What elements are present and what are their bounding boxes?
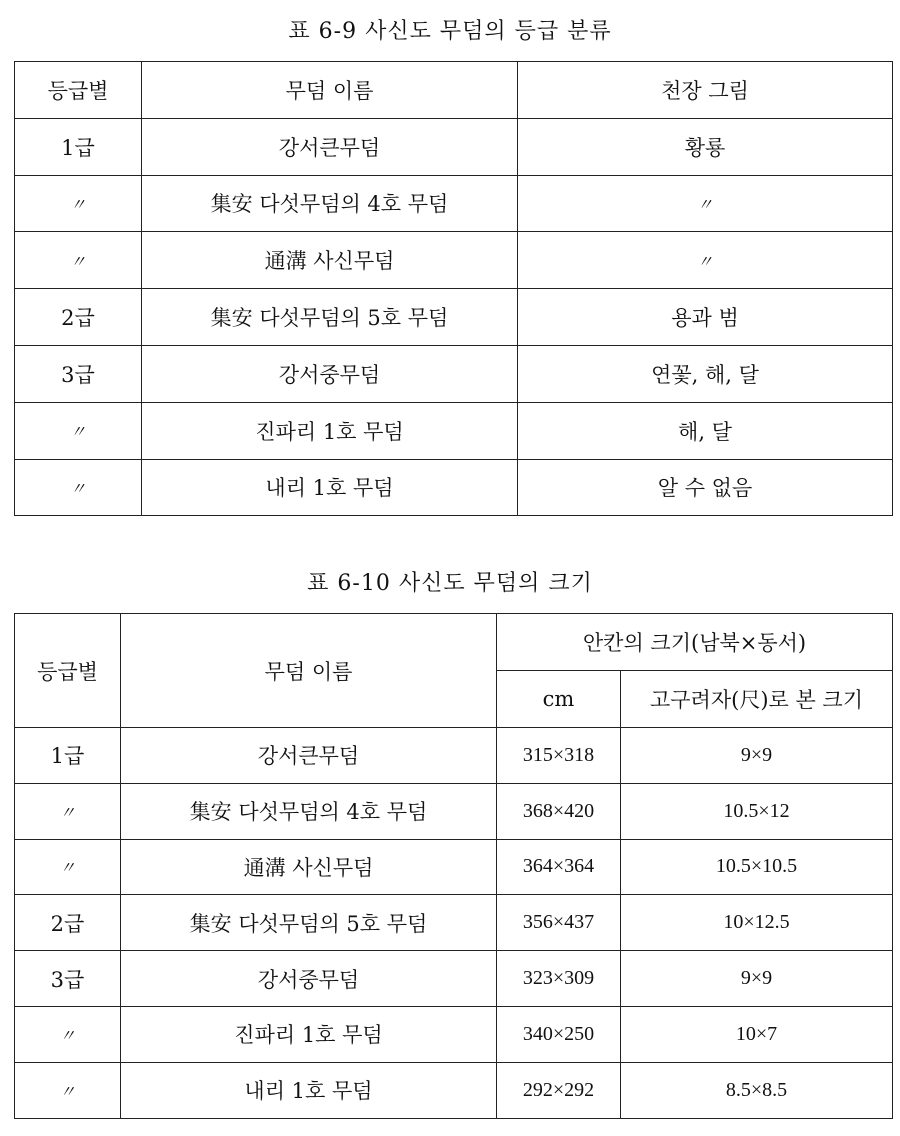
table-row bbox=[15, 289, 893, 346]
ceiling-painting-cell: 해, 달 bbox=[518, 402, 893, 459]
size-chi-cell: 9×9 bbox=[621, 728, 893, 784]
header-cm: cm bbox=[497, 671, 621, 728]
ceiling-painting-cell: 〃 bbox=[518, 232, 893, 289]
grade-cell: 1급 bbox=[15, 118, 142, 175]
tomb-name-cell: 강서큰무덤 bbox=[142, 118, 518, 175]
table-row bbox=[15, 783, 893, 839]
ceiling-painting-cell: 알 수 없음 bbox=[518, 459, 893, 516]
size-cm-cell: 356×437 bbox=[497, 895, 621, 951]
grade-cell: 〃 bbox=[15, 1062, 121, 1118]
tomb-size-table bbox=[14, 613, 893, 1119]
table-row bbox=[15, 951, 893, 1007]
grade-classification-table bbox=[14, 61, 893, 516]
table-row bbox=[15, 118, 893, 175]
grade-cell: 3급 bbox=[15, 951, 121, 1007]
ceiling-painting-cell: 〃 bbox=[518, 175, 893, 232]
table-row bbox=[15, 345, 893, 402]
ceiling-painting-cell: 연꽃, 해, 달 bbox=[518, 345, 893, 402]
table1-header-row bbox=[15, 62, 893, 119]
grade-cell: 〃 bbox=[15, 783, 121, 839]
grade-cell: 〃 bbox=[15, 175, 142, 232]
size-cm-cell: 340×250 bbox=[497, 1006, 621, 1062]
grade-cell: 〃 bbox=[15, 839, 121, 895]
table-row bbox=[15, 1006, 893, 1062]
size-chi-cell: 10.5×10.5 bbox=[621, 839, 893, 895]
table-row bbox=[15, 232, 893, 289]
table-row bbox=[15, 459, 893, 516]
tomb-name-cell: 내리 1호 무덤 bbox=[121, 1062, 497, 1118]
table-row bbox=[15, 895, 893, 951]
size-cm-cell: 368×420 bbox=[497, 783, 621, 839]
tomb-name-cell: 강서중무덤 bbox=[142, 345, 518, 402]
tomb-name-cell: 集安 다섯무덤의 5호 무덤 bbox=[121, 895, 497, 951]
ceiling-painting-cell: 용과 범 bbox=[518, 289, 893, 346]
grade-cell: 2급 bbox=[15, 895, 121, 951]
grade-cell: 1급 bbox=[15, 728, 121, 784]
size-cm-cell: 364×364 bbox=[497, 839, 621, 895]
tomb-name-cell: 진파리 1호 무덤 bbox=[142, 402, 518, 459]
header-inner-chamber-size: 안칸의 크기(남북×동서) bbox=[497, 614, 893, 671]
tomb-name-cell: 通溝 사신무덤 bbox=[121, 839, 497, 895]
grade-cell: 〃 bbox=[15, 232, 142, 289]
header-grade: 등급별 bbox=[15, 614, 121, 728]
grade-cell: 2급 bbox=[15, 289, 142, 346]
header-tomb-name: 무덤 이름 bbox=[142, 62, 518, 119]
tomb-name-cell: 集安 다섯무덤의 4호 무덤 bbox=[142, 175, 518, 232]
tomb-name-cell: 내리 1호 무덤 bbox=[142, 459, 518, 516]
table-row bbox=[15, 1062, 893, 1118]
size-chi-cell: 10.5×12 bbox=[621, 783, 893, 839]
table2-header-row bbox=[15, 614, 893, 671]
table-row bbox=[15, 728, 893, 784]
table-row bbox=[15, 402, 893, 459]
size-chi-cell: 8.5×8.5 bbox=[621, 1062, 893, 1118]
tomb-name-cell: 集安 다섯무덤의 4호 무덤 bbox=[121, 783, 497, 839]
table1-caption: 표 6-9 사신도 무덤의 등급 분류 bbox=[288, 19, 612, 44]
size-chi-cell: 9×9 bbox=[621, 951, 893, 1007]
tomb-name-cell: 강서중무덤 bbox=[121, 951, 497, 1007]
grade-cell: 〃 bbox=[15, 1006, 121, 1062]
tomb-name-cell: 진파리 1호 무덤 bbox=[121, 1006, 497, 1062]
size-cm-cell: 292×292 bbox=[497, 1062, 621, 1118]
table2-caption: 표 6-10 사신도 무덤의 크기 bbox=[307, 571, 593, 596]
header-tomb-name: 무덤 이름 bbox=[121, 614, 497, 728]
size-chi-cell: 10×12.5 bbox=[621, 895, 893, 951]
ceiling-painting-cell: 황룡 bbox=[518, 118, 893, 175]
size-chi-cell: 10×7 bbox=[621, 1006, 893, 1062]
header-ceiling-painting: 천장 그림 bbox=[518, 62, 893, 119]
tomb-name-cell: 通溝 사신무덤 bbox=[142, 232, 518, 289]
grade-cell: 3급 bbox=[15, 345, 142, 402]
table-row bbox=[15, 175, 893, 232]
header-goguryeo-chi: 고구려자(尺)로 본 크기 bbox=[621, 671, 893, 728]
grade-cell: 〃 bbox=[15, 459, 142, 516]
table-row bbox=[15, 839, 893, 895]
size-cm-cell: 315×318 bbox=[497, 728, 621, 784]
grade-cell: 〃 bbox=[15, 402, 142, 459]
tomb-name-cell: 集安 다섯무덤의 5호 무덤 bbox=[142, 289, 518, 346]
header-grade: 등급별 bbox=[15, 62, 142, 119]
tomb-name-cell: 강서큰무덤 bbox=[121, 728, 497, 784]
size-cm-cell: 323×309 bbox=[497, 951, 621, 1007]
